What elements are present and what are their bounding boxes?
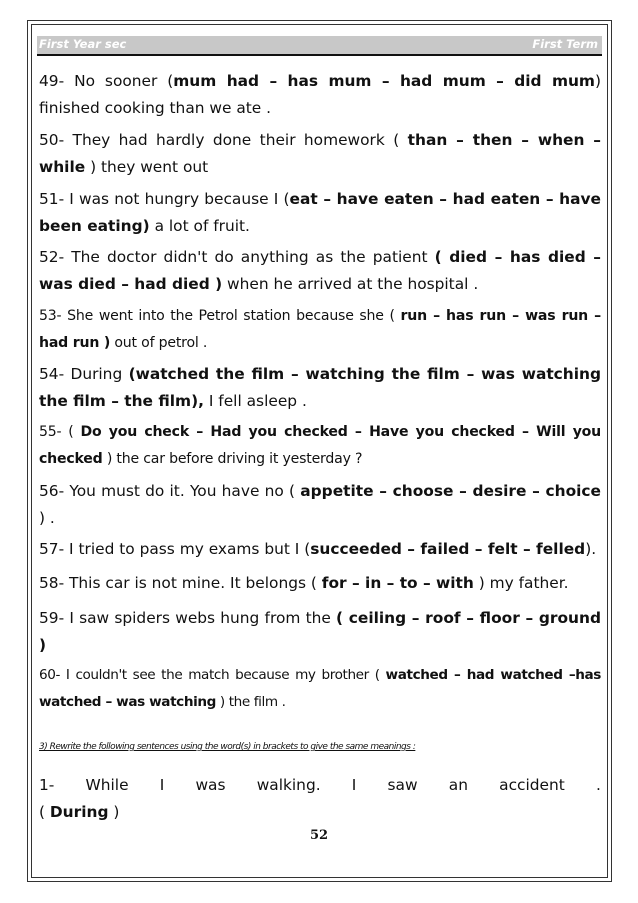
question-51: 51- I was not hungry because I (eat – have eaten – had eaten – have been eating) a lot of fruit. [39,190,601,235]
page-number: 52 [309,828,329,843]
question-49: 49- No sooner (mum had – has mum – had mum – did mum) finished cooking than we ate . [39,72,601,117]
question-53: 53- She went into the Petrol station because she ( run – has run – was run – had run ) out of petrol . [39,308,601,351]
question-57: 57- I tried to pass my exams but I (succeeded – failed – felt – felled). [39,540,597,558]
section-title: 3) Rewrite the following sentences using the word(s) in brackets to give the same meanings : [39,742,416,752]
question-55: 55- ( Do you check – Had you checked – Have you checked – Will you checked ) the car before driving it yesterday ? [39,424,602,467]
rewrite-sentence: 1- While I was walking. I saw an accident . [39,776,601,794]
rewrite-hint: ( During ) [39,803,120,821]
question-58: 58- This car is not mine. It belongs ( for – in – to – with ) my father. [39,574,569,592]
question-52: 52- The doctor didn't do anything as the patient ( died – has died – was died – had died ) when he arrived at the hospital . [39,248,601,293]
rewrite-item-1 [39,772,601,826]
header-year: First Year sec [39,37,127,51]
question-59: 59- I saw spiders webs hung from the ( ceiling – roof – floor – ground ) [39,609,601,654]
header-term: First Term [532,37,598,51]
page-header [37,36,602,56]
question-60: 60- I couldn't see the match because my brother ( watched – had watched –has watched – was watching ) the film . [39,667,601,710]
question-56: 56- You must do it. You have no ( appetite – choose – desire – choice ) . [39,482,601,527]
question-50: 50- They had hardly done their homework ( than – then – when – while ) they went out [39,131,602,176]
question-54: 54- During (watched the film – watching the film – was watching the film – the film), I fell asleep . [39,365,602,410]
